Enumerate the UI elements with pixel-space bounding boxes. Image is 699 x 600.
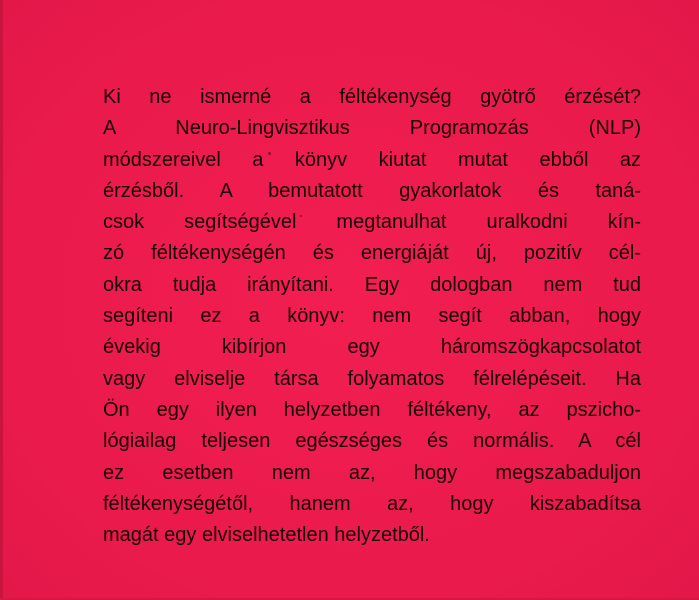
blurb-line: magát egy elviselhetetlen helyzetből. — [103, 524, 430, 547]
back-cover-blurb — [103, 82, 641, 551]
blurb-line: ez esetben nem az, hogy megszabaduljon — [103, 461, 641, 484]
blurb-line: évekig kibírjon egy háromszögkapcsolatot — [103, 336, 641, 359]
blurb-line: lógiailag teljesen egészséges és normális. A cél — [103, 430, 641, 453]
cover-left-edge — [0, 0, 3, 600]
blurb-line: okra tudja irányítani. Egy dologban nem tud — [103, 273, 641, 296]
blurb-line: A Neuro-Lingvisztikus Programozás (NLP) — [103, 117, 641, 140]
blurb-line: vagy elviselje társa folyamatos félrelépéseit. Ha — [103, 367, 641, 390]
blurb-line: érzésből. A bemutatott gyakorlatok és taná- — [103, 179, 641, 202]
blurb-line: féltékenységétől, hanem az, hogy kiszabadítsa — [103, 492, 641, 515]
blurb-line: módszereivel a könyv kiutat mutat ebből az — [103, 148, 641, 171]
blurb-line: Ön egy ilyen helyzetben féltékeny, az pszicho- — [103, 398, 641, 421]
blurb-line: Ki ne ismerné a féltékenység gyötrő érzését? — [103, 86, 641, 108]
blurb-line: csok segítségével megtanulhat uralkodni kín- — [103, 211, 641, 234]
blurb-line: segíteni ez a könyv: nem segít abban, hogy — [103, 305, 641, 328]
blurb-line: zó féltékenységén és energiáját új, pozitív cél- — [103, 242, 641, 265]
